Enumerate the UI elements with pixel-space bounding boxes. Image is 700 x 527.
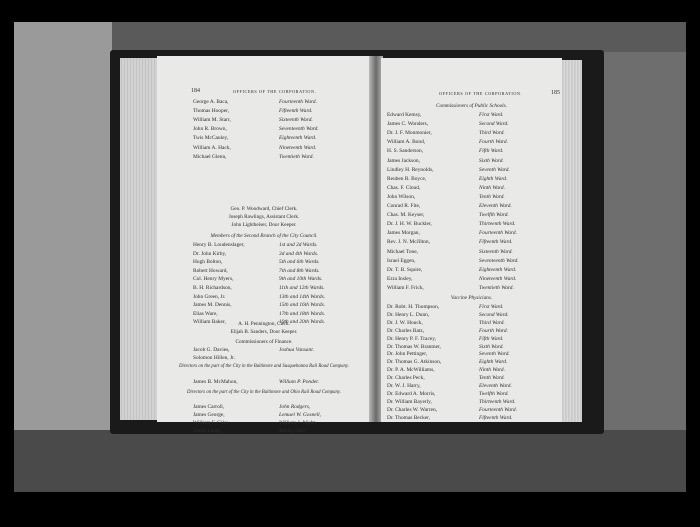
officer-line: Elijah B. Sanders, Door Keeper. (230, 329, 298, 335)
entry-detail: 7th and 8th Wards. (279, 267, 320, 274)
entry-detail: Tenth Ward. (479, 193, 505, 200)
entry-name: William A. Bond, (387, 139, 426, 146)
entry-detail: Fifteenth Ward. (279, 108, 313, 115)
entry-detail: Thirteenth Ward. (479, 398, 516, 405)
entry-detail: 9th and 10th Wards. (279, 276, 323, 283)
entry-detail: Twelfth Ward. (479, 390, 509, 397)
entry-detail: Sixteenth Ward. (479, 248, 513, 255)
entry-name: Dr. Charles W. Warren, (387, 406, 438, 413)
list-row (381, 229, 562, 238)
entry-name: William F. Frick, (387, 284, 424, 291)
entry-name: H. S. Sanderson, (387, 148, 424, 155)
ohio-heading: Directors on the part of the City in the Baltimore and Ohio Rail Road Company. (186, 390, 342, 395)
entry-name: John Wilson, (387, 193, 416, 200)
entry-detail: Tenth Ward. (479, 375, 505, 382)
list-row (157, 116, 371, 125)
entry-name: George A. Baca, (193, 99, 229, 105)
list-row (381, 257, 562, 266)
list-row (381, 275, 562, 284)
entry-detail: Fourth Ward. (479, 327, 508, 334)
list-row (157, 144, 371, 153)
entry-name: Robert Howard, (193, 267, 228, 274)
entry-detail: Sixth Ward. (479, 343, 504, 350)
entry-name: Dr. Henry P. F. Tracey, (387, 335, 436, 342)
entry-name: Hugh Bolton, (193, 259, 223, 266)
officer-line: Joseph Rawlings, Assistant Clerk. (228, 214, 300, 220)
entry-name: Ezra Insley, (387, 275, 413, 282)
list-row (157, 125, 371, 134)
entry-detail: Sixth Ward. (479, 157, 504, 164)
entry-detail: 15th and 16th Wards. (279, 302, 326, 309)
entry-detail: Seventh Ward. (479, 166, 510, 173)
entry-detail: Fourteenth Ward. (479, 406, 517, 413)
entry-name: Jacob G. Davies, (193, 347, 230, 353)
physicians-heading: Vaccine Physicians. (450, 295, 493, 301)
entry-detail: Thirteenth Ward. (479, 221, 516, 228)
list-row (381, 284, 562, 293)
officer-line: Geo. P. Woodward, Chief Clerk. (230, 206, 298, 212)
entry-detail: Nineteenth Ward. (279, 144, 317, 151)
entry-detail: Eighteenth Ward. (479, 266, 517, 273)
entry-detail: 17th and 18th Wards. (279, 310, 326, 317)
entry-name: James B. McMahon, (193, 379, 238, 385)
entry-detail: Third Ward. (479, 319, 505, 326)
entry-name: Dr. Thomas Becker, (387, 414, 431, 421)
entry-name: Dr. Thomas G. Atkinson, (387, 359, 442, 366)
susquehanna-heading: Directors on the part of the City in the Baltimore and Susquehanna Rail Road Company. (178, 364, 350, 369)
entry-detail: 19th and 20th Wards. (279, 319, 326, 326)
entry-detail: Fifteenth Ward. (479, 414, 513, 421)
entry-detail: Fourteenth Ward. (479, 230, 517, 237)
entry-detail: Fourth Ward. (479, 139, 508, 146)
entry-detail: Twelfth Ward. (479, 212, 509, 219)
list-row (157, 427, 371, 436)
list-row (381, 175, 562, 184)
entry-name: John Green, Jr. (193, 293, 226, 300)
officer-line: A. H. Pennington, Clerk. (238, 321, 290, 327)
entry-detail: Eleventh Ward. (479, 383, 512, 389)
entry-detail: Twentieth Ward. (479, 284, 514, 291)
entry-name: Chas. M. Keyser, (387, 212, 425, 219)
schools-heading: Commissioners of Public Schools. (436, 103, 507, 109)
entry-name: Chas. F. Cloud, (387, 184, 421, 191)
running-head: OFFICERS OF THE CORPORATION. (233, 89, 317, 94)
entry-name: Conrad R. Fite, (387, 203, 421, 209)
list-row (157, 378, 371, 387)
entry-name: Dr. J. W. Houck, (387, 319, 423, 326)
entry-name: Dr. P. A. McWilliams, (387, 367, 435, 374)
entry-detail: 11th and 12th Wards. (279, 285, 325, 291)
entry-detail: Seventeenth Ward. (479, 257, 519, 264)
page-number: 185 (551, 90, 560, 96)
second-branch-heading: Members of the Second Branch of the City Council. (210, 233, 318, 239)
entry-name: Thomas Hooper, (193, 108, 230, 115)
entry-name: Dr. John Kirby, (193, 250, 227, 257)
entry-name: Lindley H. Reynolds, (387, 166, 434, 173)
entry-detail: 1st and 2d Wards. (279, 242, 318, 248)
entry-detail: 5th and 6th Wards. (279, 259, 320, 266)
left-page-edges (120, 58, 158, 420)
entry-name: Reuben B. Boyce, (387, 175, 427, 182)
entry-name: Dr. J. H. W. Buckler, (387, 221, 432, 228)
list-row (157, 107, 371, 116)
entry-name: Elias Ware, (193, 310, 218, 317)
entry-name: William A. Hack, (193, 144, 231, 151)
entry-name: Dr. J. F. Monmonier, (387, 130, 432, 137)
entry-detail: Twentieth Ward. (279, 153, 314, 160)
entry-name: Dr. Robt. H. Thompson, (387, 304, 440, 310)
list-row (381, 138, 562, 147)
entry-name: James Carroll, (193, 404, 225, 410)
entry-name: Dr. W. J. Harry, (387, 383, 421, 389)
entry-detail: Seventeenth Ward. (279, 126, 319, 133)
entry-name: Dr. Edward A. Morris, (387, 390, 436, 397)
entry-name: Edward Kemsy, (387, 112, 422, 118)
entry-detail: First Ward. (479, 112, 504, 118)
entry-detail: John Rodgers, (279, 404, 311, 410)
list-row (381, 211, 562, 220)
entry-detail: Fifteenth Ward. (479, 239, 513, 246)
list-row (157, 98, 371, 107)
entry-name: Israel Eggen, (387, 257, 416, 264)
entry-name: Dr. Charles Peck, (387, 375, 425, 382)
entry-name: Dr. T. B. Squire, (387, 266, 423, 273)
list-row (381, 157, 562, 166)
entry-name: Col. Henry Myers, (193, 276, 234, 283)
entry-detail: Sixteenth Ward. (279, 117, 313, 124)
entry-detail: First Ward. (479, 304, 504, 310)
entry-name: Rev. J. N. McJilton, (387, 239, 430, 246)
left-page (157, 56, 371, 434)
list-row (381, 120, 562, 129)
entry-name: James George, (193, 412, 225, 418)
entry-name: James Leeds, (193, 428, 222, 434)
entry-detail: Joshua Vansant. (279, 347, 315, 353)
running-head: OFFICERS OF THE CORPORATION. (439, 91, 523, 96)
list-row (381, 129, 562, 138)
entry-detail: Eighth Ward. (479, 359, 508, 366)
right-page (381, 58, 562, 422)
entry-detail: Eleventh Ward. (479, 203, 512, 209)
list-row (381, 184, 562, 193)
list-row (381, 111, 562, 120)
list-row (381, 193, 562, 202)
entry-name: William Baker, (193, 319, 226, 326)
finance-heading: Commissioners of Finance. (235, 339, 293, 345)
list-row (381, 220, 562, 229)
list-row (381, 202, 562, 211)
list-row (157, 134, 371, 143)
entry-detail: 13th and 14th Wards. (279, 293, 326, 300)
entry-detail: Fourteenth Ward. (279, 99, 317, 105)
entry-name: James C. Wonders, (387, 121, 429, 128)
entry-detail: Nineteenth Ward. (479, 275, 517, 282)
entry-name: Henry B. Loudenslager, (193, 242, 245, 248)
entry-detail: Ninth Ward. (479, 184, 505, 191)
entry-detail: Eighteenth Ward. (279, 135, 317, 142)
entry-detail: Fifth Ward. (479, 335, 504, 342)
entry-detail: Lemuel W. Gosnell, (279, 412, 322, 418)
entry-name: James Morgan, (387, 230, 420, 237)
entry-detail: Third Ward. (479, 130, 505, 137)
entry-name: Dr. William Bayerly, (387, 398, 432, 405)
entry-name: William M. Starr, (193, 117, 231, 124)
entry-name: Dr. John Pettinger, (387, 351, 428, 358)
right-page-edges (560, 60, 582, 422)
list-row (157, 354, 371, 363)
entry-name: B. H. Richardson, (193, 285, 232, 291)
entry-detail: William P. Ponder. (279, 379, 320, 385)
entry-name: William F. Giles, (193, 420, 230, 426)
entry-detail: Eighth Ward. (479, 175, 508, 182)
entry-name: Michael Tone, (387, 248, 418, 255)
entry-name: Dr. Thomas W. Brantner, (387, 343, 441, 350)
officer-line: John Lightheiser, Door Keeper. (231, 222, 297, 228)
entry-detail: Fifth Ward. (479, 148, 504, 155)
list-row (381, 238, 562, 247)
list-row (381, 248, 562, 257)
entry-detail: Second Ward. (479, 311, 509, 318)
page-number: 184 (191, 88, 200, 94)
entry-name: Solomon Hillen, Jr. (193, 355, 235, 361)
entry-name: Dr. Charles Batz, (387, 327, 425, 334)
entry-detail: William J. Wight, (279, 420, 317, 426)
entry-name: Dr. Henry L. Dunn, (387, 311, 430, 318)
list-row (381, 414, 562, 423)
entry-detail: Second Ward. (479, 121, 509, 128)
entry-name: James M. Dennis, (193, 302, 232, 309)
list-row (157, 153, 371, 162)
list-row (381, 147, 562, 156)
entry-detail: Seventh Ward. (479, 351, 510, 358)
entry-name: Michael Glenn, (193, 153, 227, 160)
entry-detail: Wesley Starr. (279, 428, 307, 434)
entry-name: Twis McCauley, (193, 135, 229, 142)
entry-name: James Jackson, (387, 157, 420, 164)
entry-name: John R. Brown, (193, 126, 227, 133)
entry-detail: Ninth Ward. (479, 367, 505, 374)
entry-detail: 3d and 4th Wards. (279, 250, 319, 257)
list-row (381, 266, 562, 275)
scanner-background-top-strip (112, 22, 686, 52)
list-row (381, 166, 562, 175)
scanner-background-light-strip (14, 22, 112, 492)
scanner-table-surface (14, 430, 686, 492)
